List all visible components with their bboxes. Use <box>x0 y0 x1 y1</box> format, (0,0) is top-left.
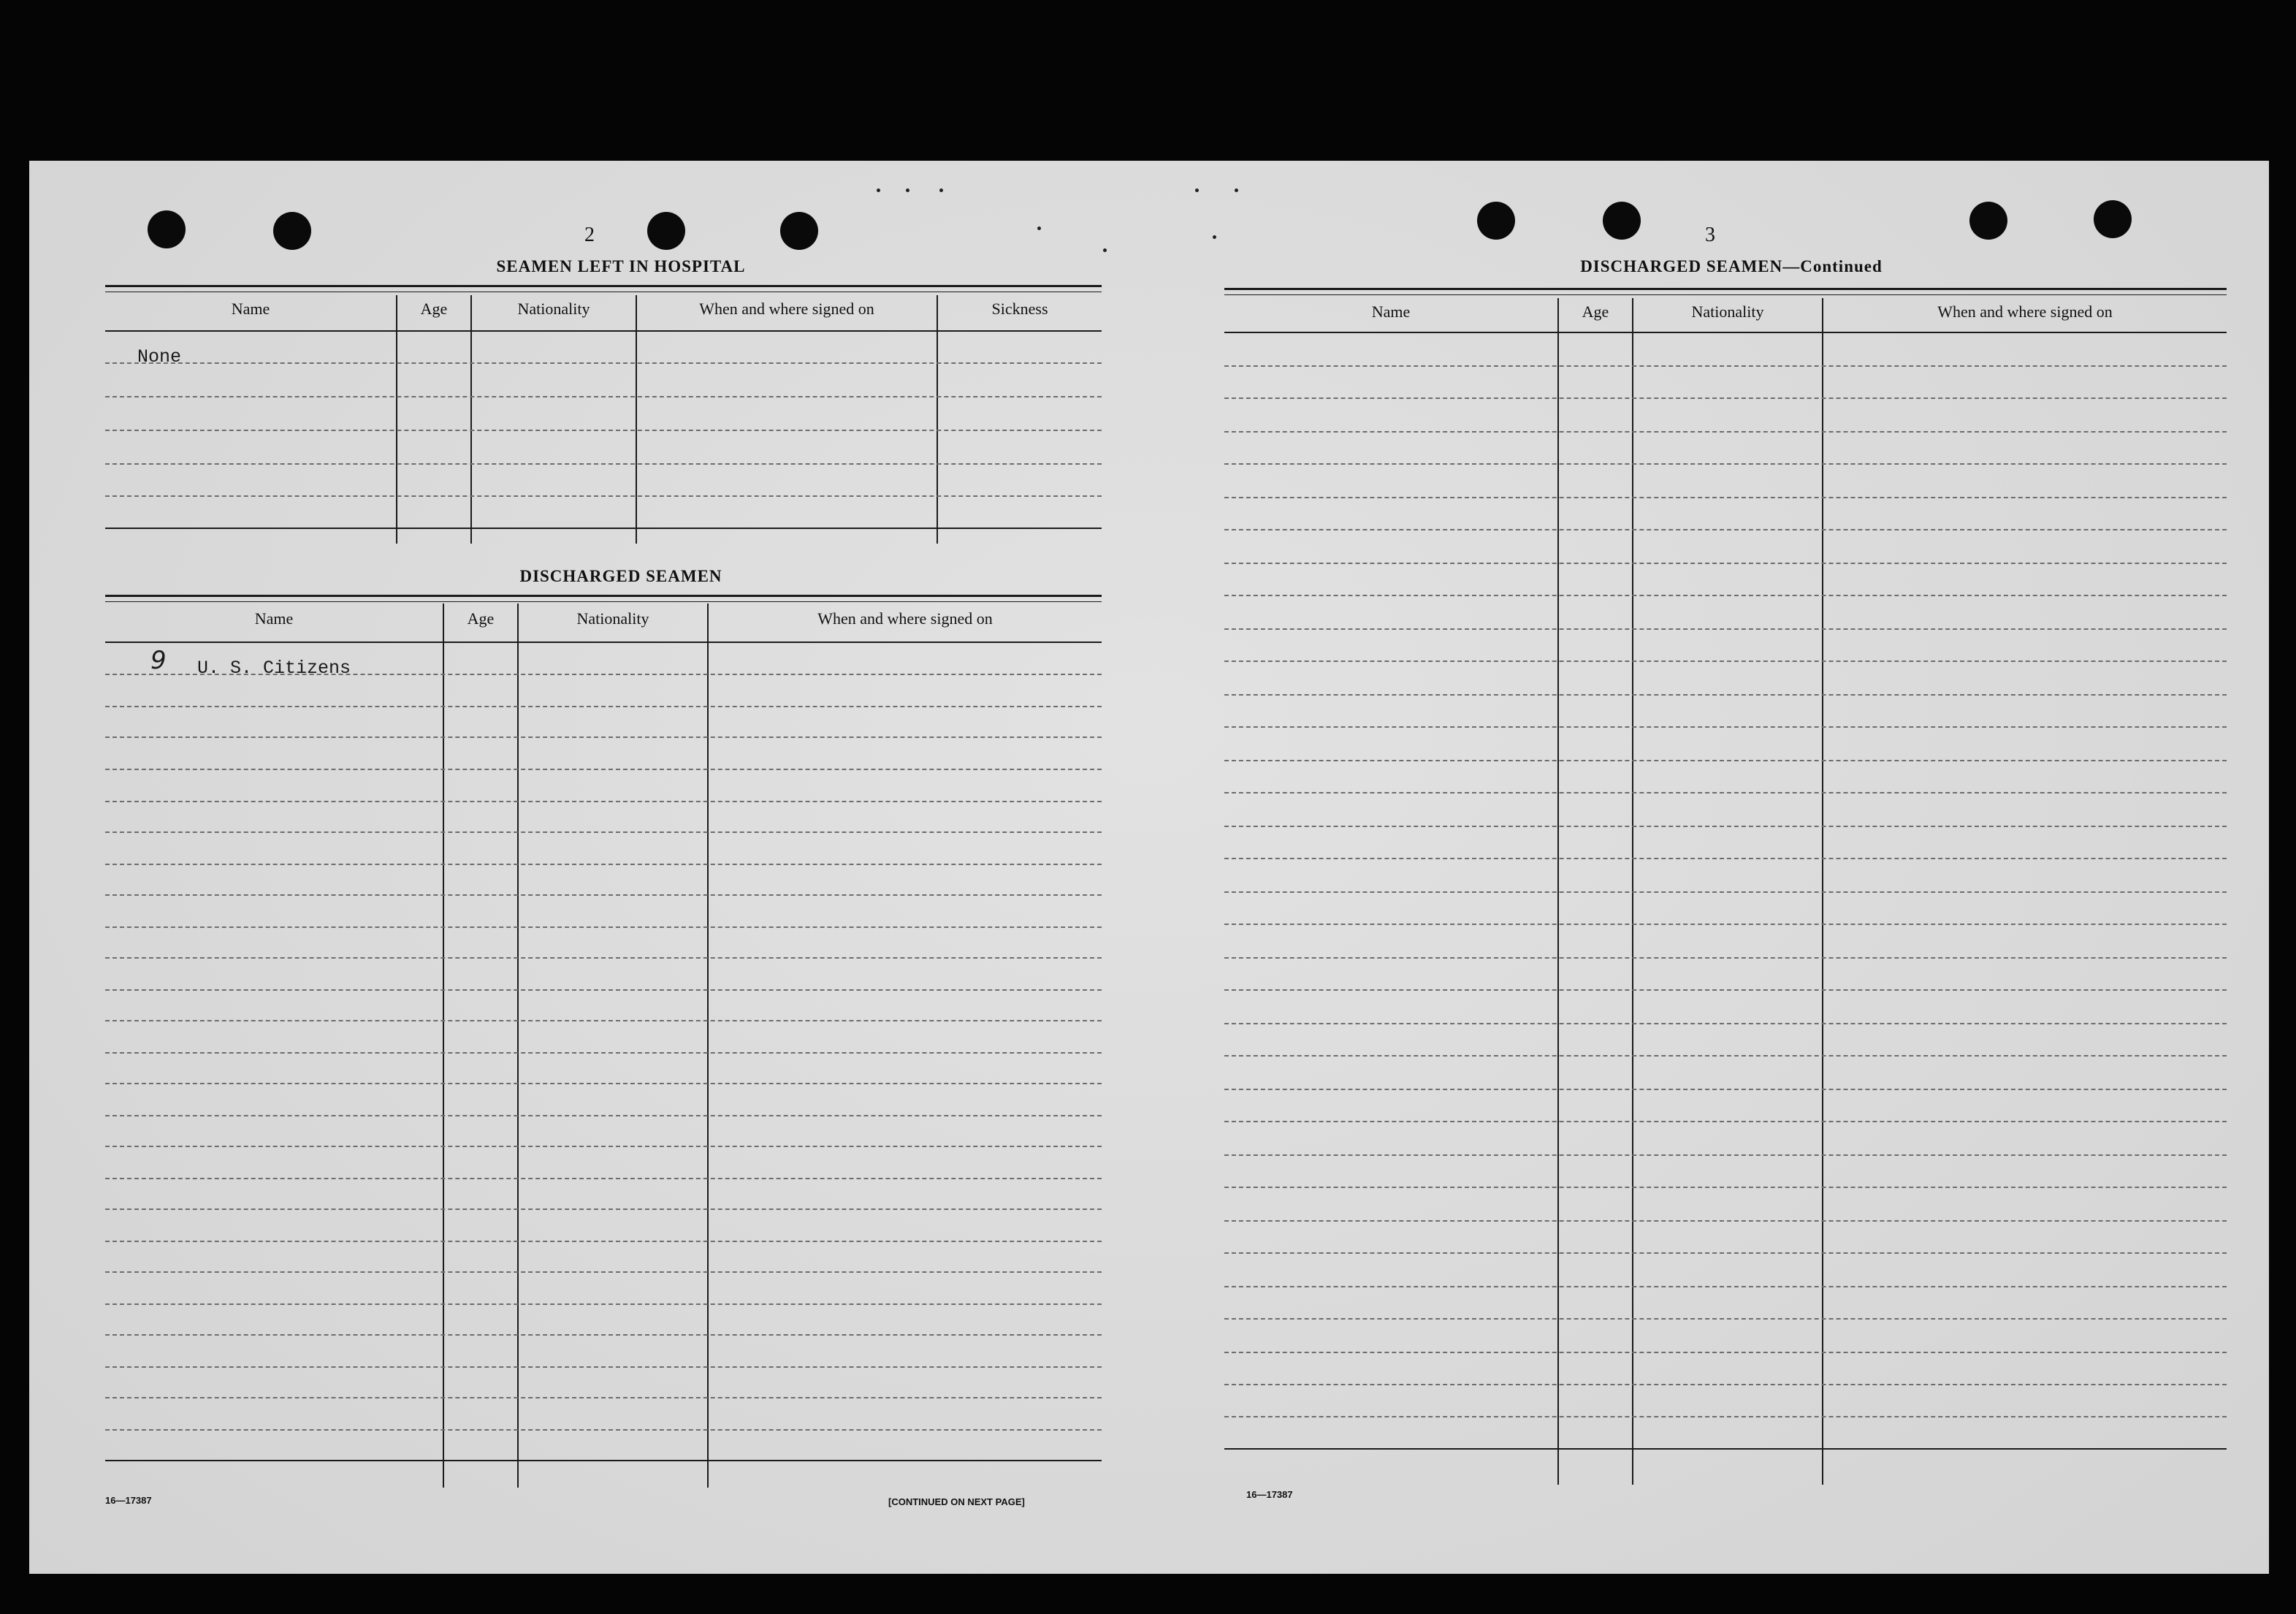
column-header-nationality: Nationality <box>576 609 649 628</box>
discharged-entry-count: 9 <box>150 646 167 675</box>
column-header-nationality: Nationality <box>517 300 590 318</box>
hospital-entry-name: None <box>137 346 182 368</box>
continued-note: [CONTINUED ON NEXT PAGE] <box>888 1496 1025 1507</box>
column-header-signed-on: When and where signed on <box>817 609 993 628</box>
scanned-document <box>29 161 2269 1574</box>
section-title-discharged-continued: DISCHARGED SEAMEN—Continued <box>1580 257 1883 275</box>
double-rule <box>105 595 1102 602</box>
column-header-name: Name <box>1371 302 1411 321</box>
form-number: 16—17387 <box>105 1495 152 1506</box>
punch-hole <box>647 212 685 250</box>
page-number: 3 <box>1705 224 1715 246</box>
punch-hole <box>1969 202 2007 240</box>
column-header-sickness: Sickness <box>991 300 1048 318</box>
punch-hole <box>1477 202 1515 240</box>
form-number: 16—17387 <box>1246 1489 1293 1500</box>
discharged-table <box>105 604 1102 1488</box>
double-rule <box>105 285 1102 292</box>
discharged-continued-table <box>1224 298 2227 1485</box>
punch-hole <box>780 212 818 250</box>
column-header-name: Name <box>254 609 294 628</box>
punch-hole <box>1603 202 1641 240</box>
page-number: 2 <box>584 224 595 246</box>
section-title-hospital: SEAMEN LEFT IN HOSPITAL <box>496 257 746 275</box>
double-rule <box>1224 288 2227 295</box>
column-header-nationality: Nationality <box>1691 302 1764 321</box>
column-header-name: Name <box>231 300 270 318</box>
punch-hole <box>2094 200 2132 238</box>
column-header-age: Age <box>1582 302 1609 321</box>
column-header-signed-on: When and where signed on <box>1937 302 2113 321</box>
punch-hole <box>148 210 186 248</box>
discharged-entry-name: U. S. Citizens <box>197 658 351 679</box>
column-header-signed-on: When and where signed on <box>699 300 874 318</box>
hospital-table <box>105 295 1102 544</box>
section-title-discharged: DISCHARGED SEAMEN <box>519 567 722 585</box>
column-header-age: Age <box>420 300 448 318</box>
column-header-age: Age <box>467 609 495 628</box>
punch-hole <box>273 212 311 250</box>
